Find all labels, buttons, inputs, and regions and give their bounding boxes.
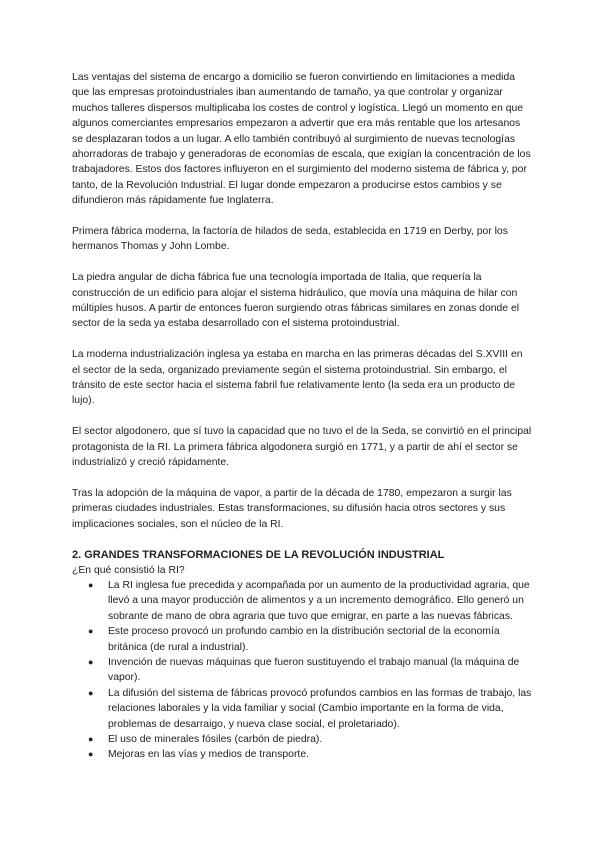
list-item-text: Mejoras en las vías y medios de transporte.	[108, 749, 309, 761]
bullet-icon: ●	[88, 656, 94, 667]
document-page	[72, 70, 532, 763]
list-item	[72, 655, 532, 686]
section-heading: 2. GRANDES TRANSFORMACIONES DE LA REVOLUCIÓN INDUSTRIAL	[72, 548, 445, 561]
section-question: ¿En qué consistió la RI?	[72, 564, 185, 576]
list-item-text: La RI inglesa fue precedida y acompañada por un aumento de la productividad agraria, que llevó a una mayor producción de alimentos y a un incremento demográfico. Ello generó un sobrante de mano de obra agraria que tuvo que emigrar, en parte a las nuevas fábricas.	[108, 579, 530, 622]
list-item-text: Este proceso provocó un profundo cambio en la distribución sectorial de la economía británica (de rural a industrial).	[108, 626, 500, 653]
paragraph-sector-algodonero: El sector algodonero, que sí tuvo la capacidad que no tuvo el de la Seda, se convirtió en el principal protagonista de la RI. La primera fábrica algodonera surgió en 1771, y a partir de ahí el sector se industrializó y creció rápidamente.	[72, 426, 532, 469]
list-item	[72, 624, 532, 655]
bullet-icon: ●	[88, 687, 94, 698]
bullet-icon: ●	[88, 733, 94, 744]
bullet-icon: ●	[88, 626, 94, 637]
paragraph-encargo-domicilio: Las ventajas del sistema de encargo a domicilio se fueron convirtiendo en limitaciones a medida que las empresas protoindustriales iban aumentando de tamaño, ya que controlar y organizar muchos talleres dispersos multiplicaba los costes de control y logística. Llegó un momento en que algunos comerciantes empresarios empezaron a advertir que era más rentable que los artesanos se desplazaran todos a un lugar. A ello también contribuyó al surgimiento de nuevas tecnologías ahorradoras de trabajo y generadoras de economías de escala, que exigían la concentración de los trabajadores. Estos dos factores influyeron en el surgimiento del moderno sistema de fábrica y, por tanto, de la Revolución Industrial. El lugar donde empezaron a producirse estos cambios y se difundieron más rápidamente fue Inglaterra.	[72, 72, 531, 207]
bullet-list	[72, 578, 532, 763]
list-item	[72, 732, 532, 747]
paragraph-maquina-vapor: Tras la adopción de la máquina de vapor, a partir de la década de 1780, empezaron a surgir las primeras ciudades industriales. Estas transformaciones, su difusión hacia otros sectores y sus implicaciones sociales, son el núcleo de la RI.	[72, 487, 512, 530]
list-item	[72, 747, 532, 762]
bullet-icon: ●	[88, 749, 94, 760]
paragraph-piedra-angular: La piedra angular de dicha fábrica fue una tecnología importada de Italia, que requería la construcción de un edificio para alojar el sistema hidráulico, que movía una máquina de hilar con múltiples husos. A partir de entonces fueron surgiendo otras fábricas similares en zonas donde el sector de la seda ya estaba desarrollado con el sistema protoindustrial.	[72, 272, 520, 330]
list-item	[72, 686, 532, 732]
list-item-text: Invención de nuevas máquinas que fueron sustituyendo el trabajo manual (la máquina de vapor).	[108, 656, 520, 684]
paragraph-primera-fabrica: Primera fábrica moderna, la factoría de hilados de seda, establecida en 1719 en Derby, por los hermanos Thomas y John Lombe.	[72, 226, 508, 253]
list-item	[72, 578, 532, 624]
list-item-text: El uso de minerales fósiles (carbón de piedra).	[108, 733, 323, 745]
bullet-icon: ●	[88, 579, 94, 590]
list-item-text: La difusión del sistema de fábricas provocó profundos cambios en las formas de trabajo, las relaciones laborales y la vida familiar y social (Cambio importante en la forma de vida, problemas de desarraigo, y nueva clase social, el proletariado).	[108, 687, 532, 730]
paragraph-industrializacion-inglesa: La moderna industrialización inglesa ya estaba en marcha en las primeras décadas del S.XVIII en el sector de la seda, organizado previamente según el sistema protoindustrial. Sin embargo, el tránsito de este sector hacia el sistema fabril fue relativamente lento (la seda era un producto de lujo).	[72, 349, 523, 407]
